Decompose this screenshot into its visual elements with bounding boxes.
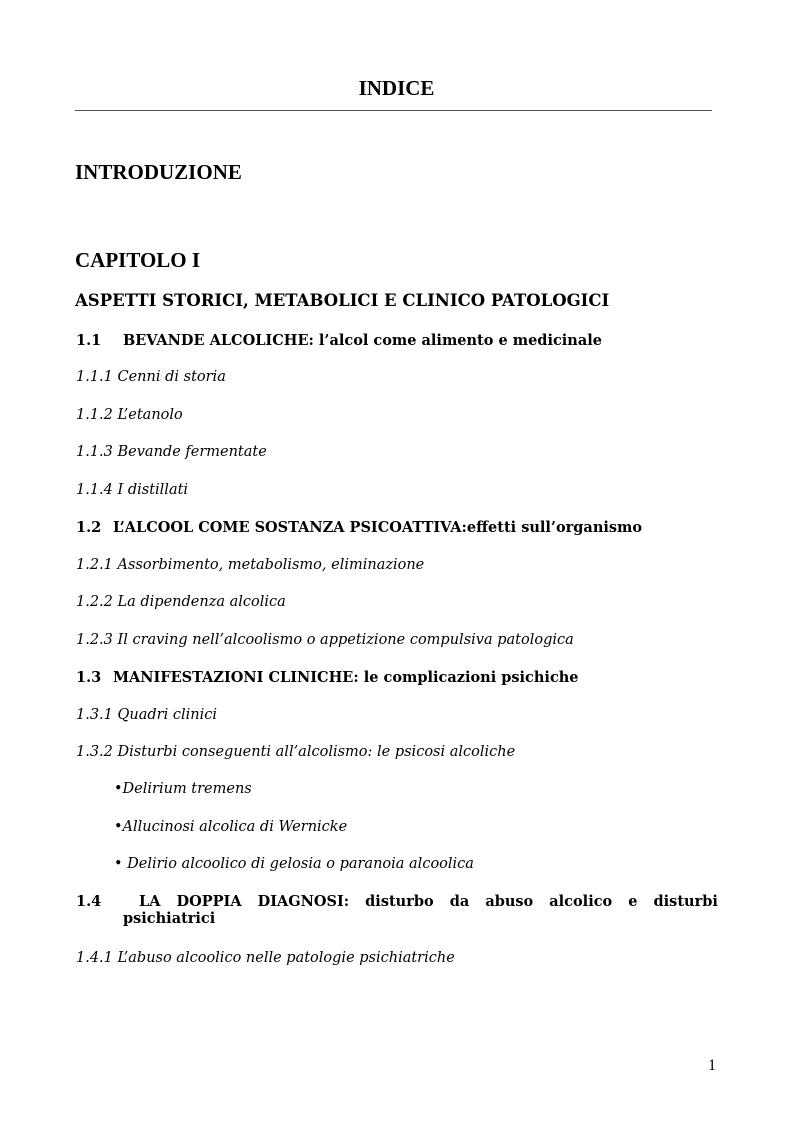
toc-item-1-3-2: 1.3.2 Disturbi conseguenti all’alcolismo: le psicosi alcoliche xyxy=(76,744,516,760)
page-title: INDICE xyxy=(358,76,435,100)
toc-item-1-2-3: 1.2.3 Il craving nell’alcoolismo o appetizione compulsiva patologica xyxy=(76,632,574,648)
chapter-subtitle: ASPETTI STORICI, METABOLICI E CLINICO PATOLOGICI xyxy=(75,291,610,310)
chapter-heading: CAPITOLO I xyxy=(75,248,201,272)
section-1-4-line-1 xyxy=(76,893,718,910)
page-number: 1 xyxy=(708,1057,716,1074)
toc-item-1-1-3: 1.1.3 Bevande fermentate xyxy=(76,444,267,460)
toc-item-1-4-1: 1.4.1 L’abuso alcoolico nelle patologie psichiatriche xyxy=(76,950,455,966)
toc-item-1-1-1: 1.1.1 Cenni di storia xyxy=(76,369,226,385)
section-word: disturbo xyxy=(365,893,434,910)
section-word: e xyxy=(628,893,638,910)
section-word: DIAGNOSI: xyxy=(257,893,350,910)
toc-item-1-1-4: 1.1.4 I distillati xyxy=(76,482,189,498)
toc-item-1-2-2: 1.2.2 La dipendenza alcolica xyxy=(76,594,286,610)
introduction-heading: INTRODUZIONE xyxy=(75,160,242,184)
section-number: 1.4 xyxy=(76,893,102,910)
section-number: 1.1 xyxy=(76,332,102,349)
section-word: da xyxy=(449,893,470,910)
section-word: disturbi xyxy=(653,893,718,910)
section-1-1 xyxy=(76,332,602,349)
section-1-4-line-2: psichiatrici xyxy=(123,910,216,927)
section-title: MANIFESTAZIONI CLINICHE: le complicazioni psichiche xyxy=(113,669,579,686)
section-word: LA xyxy=(139,893,161,910)
section-1-3 xyxy=(76,669,579,686)
bullet-allucinosi: •Allucinosi alcolica di Wernicke xyxy=(114,819,348,835)
toc-item-1-2-1: 1.2.1 Assorbimento, metabolismo, eliminazione xyxy=(76,557,425,573)
section-1-4 xyxy=(76,893,718,927)
section-number: 1.3 xyxy=(76,669,102,686)
section-title: L’ALCOOL COME SOSTANZA PSICOATTIVA:effetti sull’organismo xyxy=(113,519,643,536)
section-word: abuso xyxy=(485,893,534,910)
bullet-delirio-gelosia: • Delirio alcoolico di gelosia o paranoia alcoolica xyxy=(114,856,474,872)
section-title: BEVANDE ALCOLICHE: l’alcol come alimento e medicinale xyxy=(123,332,602,349)
section-1-2 xyxy=(76,519,642,536)
toc-item-1-3-1: 1.3.1 Quadri clinici xyxy=(76,707,217,723)
section-word: DOPPIA xyxy=(176,893,242,910)
toc-item-1-1-2: 1.1.2 L’etanolo xyxy=(76,407,183,423)
section-word: alcolico xyxy=(549,893,613,910)
title-divider xyxy=(75,110,712,111)
section-number: 1.2 xyxy=(76,519,102,536)
bullet-delirium-tremens: •Delirium tremens xyxy=(114,781,252,797)
